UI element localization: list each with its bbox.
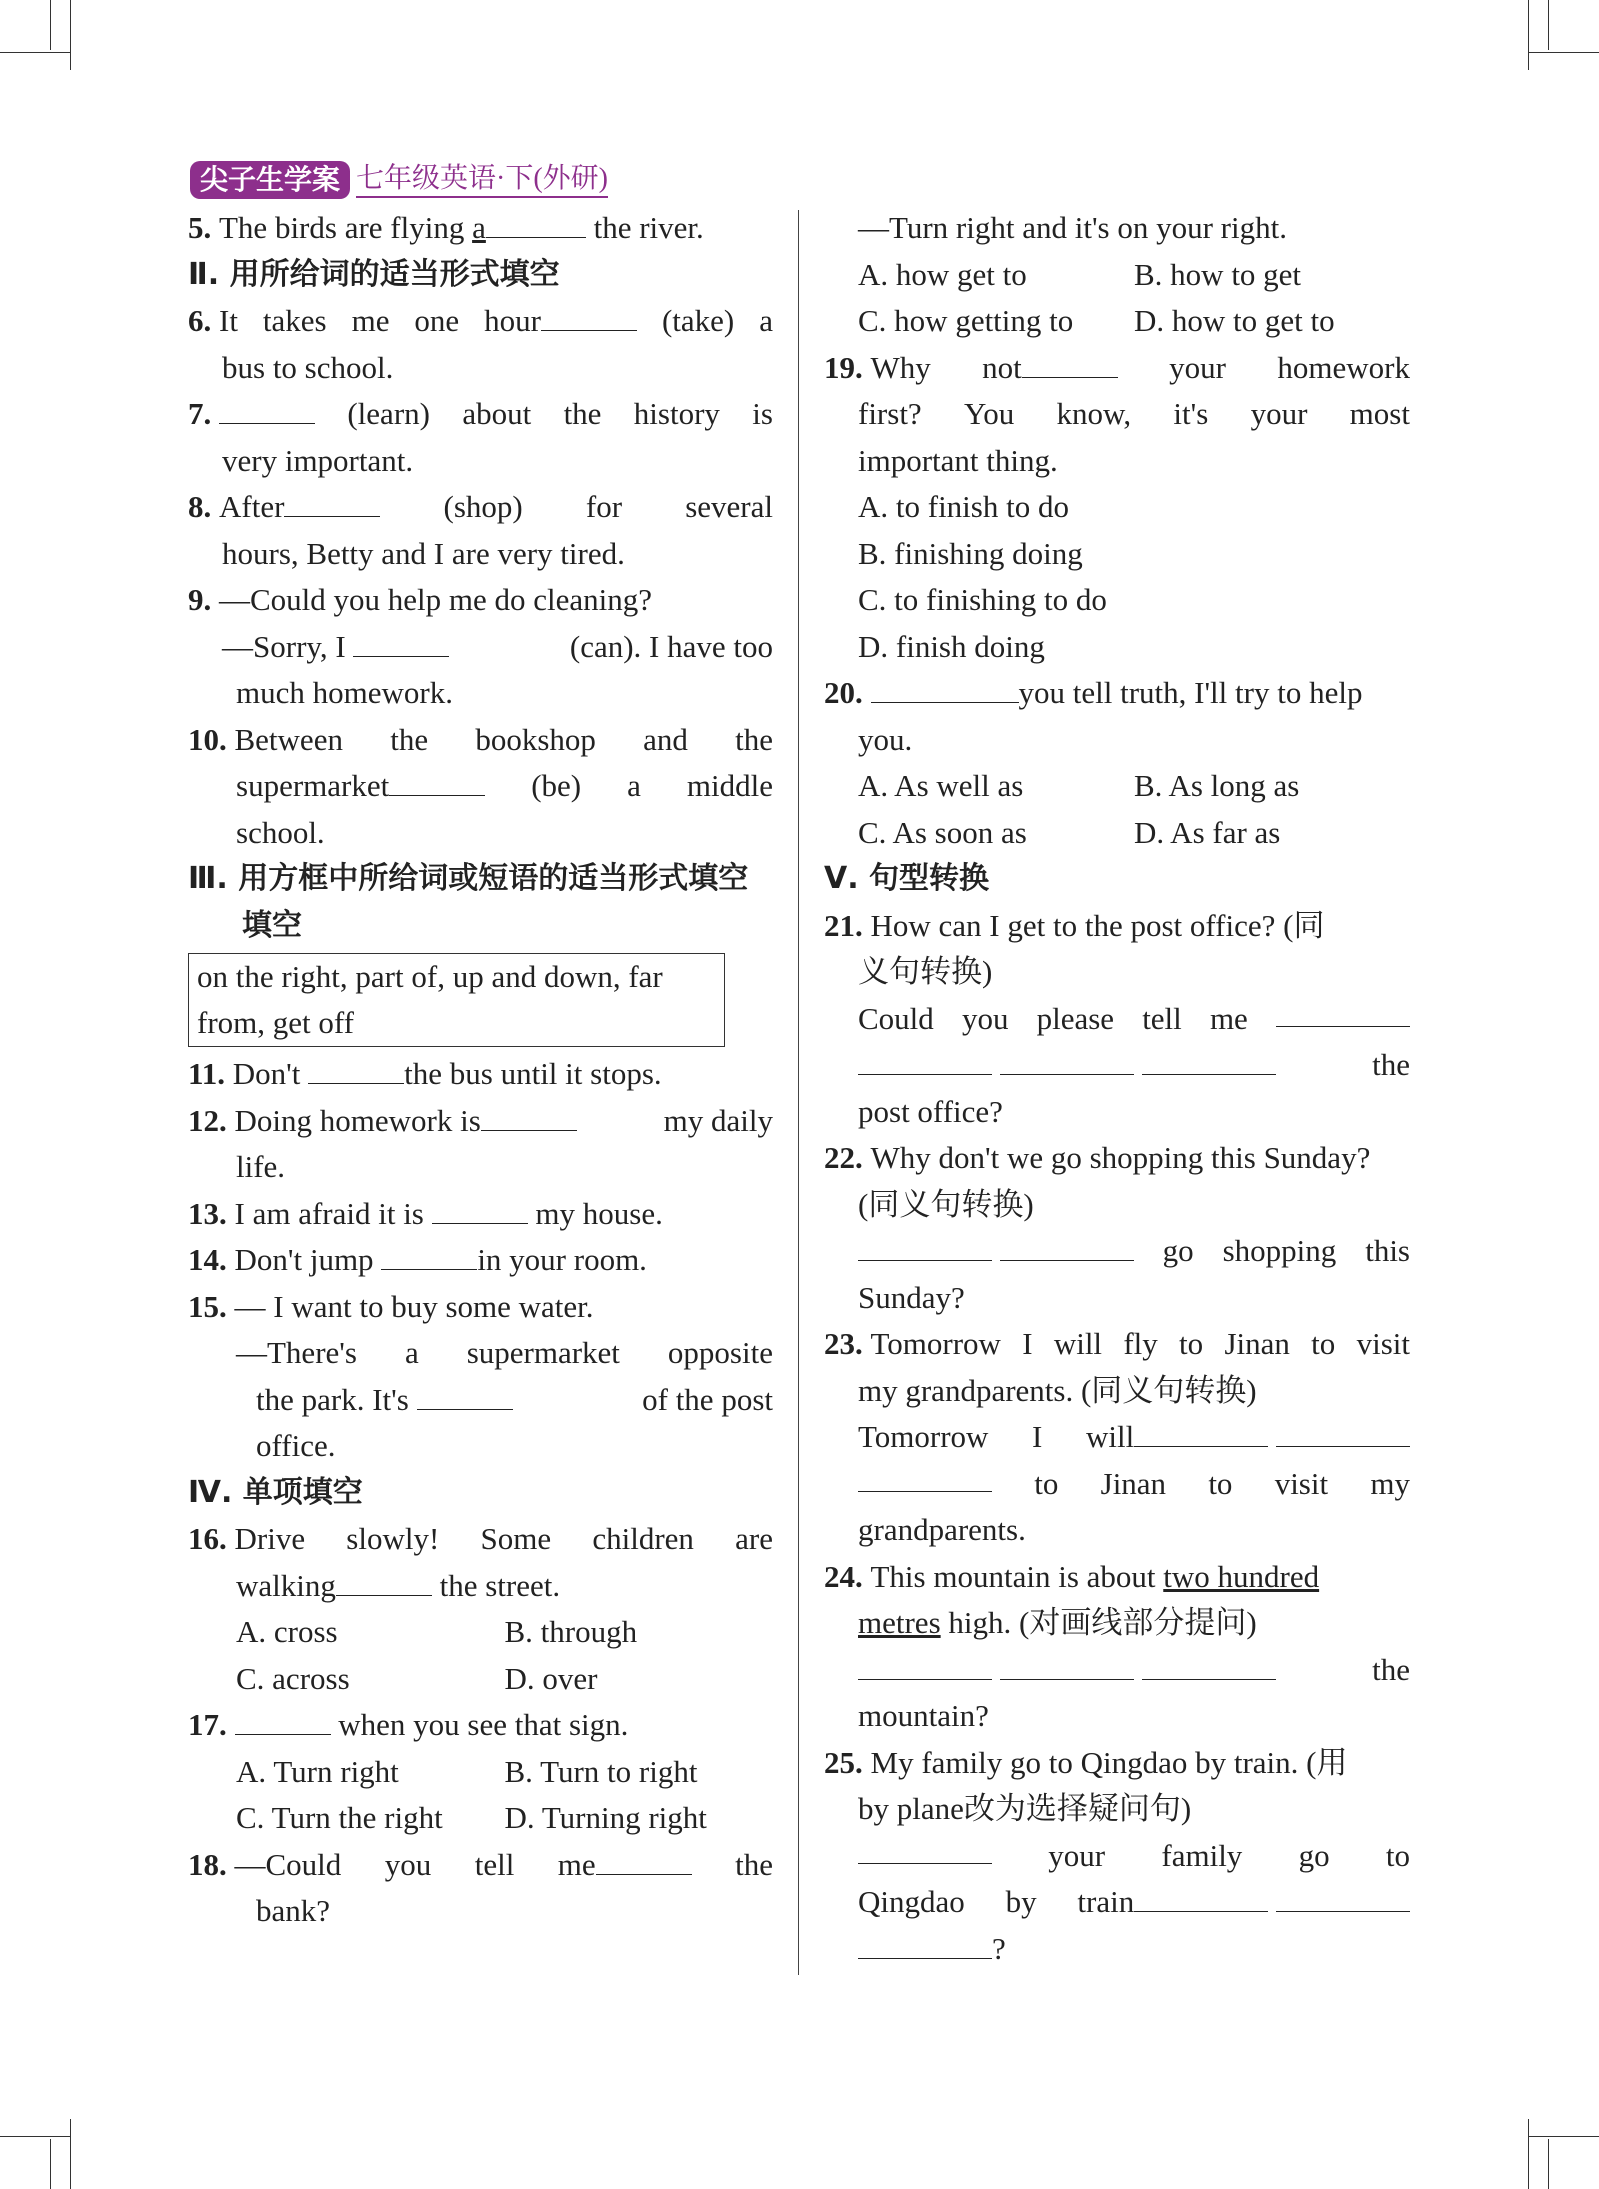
text-fragment: The birds are flying	[219, 210, 473, 245]
options	[188, 1656, 773, 1703]
option[interactable]: D. finish doing	[858, 628, 1045, 664]
question-12	[188, 1098, 773, 1145]
text-fragment: to	[1385, 1837, 1410, 1873]
answer-blank[interactable]	[1022, 347, 1118, 378]
text-fragment: much homework.	[236, 675, 453, 710]
text-fragment: school.	[236, 814, 325, 850]
options	[824, 298, 1410, 345]
question-14	[188, 1237, 773, 1284]
section-heading: Ⅱ. 用所给词的适当形式填空	[188, 256, 560, 292]
text-fragment: 19.	[824, 349, 863, 385]
text-fragment: tell	[1142, 1000, 1182, 1036]
text-fragment: 7.	[188, 396, 212, 431]
text-fragment: me	[1209, 1000, 1248, 1036]
text-fragment: Tomorrow	[858, 1419, 989, 1454]
answer-blank[interactable]	[1000, 1230, 1134, 1261]
text-fragment: Don't	[232, 1056, 309, 1091]
answer-blank[interactable]	[1142, 1649, 1276, 1680]
text-fragment: (can). I have too	[569, 628, 773, 664]
text-fragment: not	[982, 349, 1022, 385]
text-fragment: 21.	[824, 907, 863, 943]
text-fragment: ?	[992, 1930, 1006, 1966]
answer-blank[interactable]	[1276, 1416, 1410, 1447]
option[interactable]: C. As soon as	[858, 814, 1027, 850]
text-fragment: 20.	[824, 675, 863, 710]
text-fragment: your	[1250, 396, 1308, 431]
crop-mark	[1548, 0, 1549, 50]
text-fragment: fly	[1123, 1326, 1158, 1361]
text-fragment: the	[1372, 1047, 1410, 1082]
text-fragment: 15.	[188, 1288, 227, 1324]
text-fragment: my house.	[527, 1195, 663, 1231]
text-fragment: visit	[1274, 1465, 1329, 1501]
word-box	[188, 953, 725, 1047]
question-15	[188, 1284, 773, 1331]
question-11	[188, 1051, 773, 1098]
text-fragment: train	[1077, 1884, 1135, 1919]
text-fragment: —Could	[234, 1846, 342, 1882]
subject-label: 七年级英语·下(外研)	[356, 162, 608, 198]
text-fragment: homework	[1277, 349, 1410, 385]
crop-mark	[1529, 52, 1599, 53]
text-fragment: 13.	[188, 1195, 227, 1231]
text-fragment: bus to school.	[222, 349, 394, 385]
text-fragment: the river.	[585, 210, 704, 245]
text-fragment: I am afraid it is	[234, 1195, 432, 1231]
text-fragment: 22.	[824, 1140, 863, 1175]
option[interactable]: D. how to get to	[1134, 303, 1335, 338]
text-fragment: Sunday?	[858, 1279, 965, 1315]
option[interactable]: A. cross	[236, 1614, 338, 1649]
text-fragment: post office?	[858, 1093, 1003, 1129]
text-fragment: for	[585, 489, 623, 524]
option[interactable]: C. to finishing to do	[858, 582, 1107, 617]
text-fragment: 8.	[188, 489, 212, 524]
crop-mark	[70, 2119, 71, 2189]
text-fragment: —Could you help me do cleaning?	[219, 582, 653, 617]
answer-blank[interactable]	[858, 1833, 992, 1864]
text-fragment: slowly!	[346, 1521, 440, 1556]
left-column	[188, 205, 773, 1935]
answer-blank[interactable]	[308, 1053, 404, 1084]
option[interactable]: A. Turn right	[236, 1753, 399, 1789]
text-fragment: life.	[236, 1149, 286, 1184]
text-fragment: a	[627, 768, 641, 803]
text-fragment: Jinan	[1224, 1326, 1290, 1361]
options	[188, 1749, 773, 1796]
options	[824, 763, 1410, 810]
text-fragment: your	[1169, 349, 1226, 385]
question-9	[188, 577, 773, 624]
text-fragment: You	[963, 396, 1015, 431]
options	[824, 252, 1410, 299]
text-fragment: of the post	[642, 1381, 773, 1417]
text-fragment: the	[563, 396, 602, 431]
brand-badge: 尖子生学案	[190, 161, 350, 199]
text-fragment: will	[1086, 1419, 1135, 1454]
crop-mark	[50, 2139, 51, 2189]
answer-blank[interactable]	[336, 1565, 432, 1596]
text-fragment: (learn)	[347, 396, 430, 431]
crop-mark	[0, 2136, 70, 2137]
answer-blank[interactable]	[1134, 1881, 1268, 1912]
question-22	[824, 1135, 1410, 1182]
question-18	[188, 1842, 773, 1889]
text-fragment: 12.	[188, 1102, 227, 1138]
text-fragment: a	[404, 1335, 419, 1370]
answer-blank[interactable]	[219, 393, 315, 424]
text-fragment: 14.	[188, 1242, 227, 1277]
question-25	[824, 1740, 1410, 1787]
text-fragment: the street.	[431, 1567, 561, 1603]
text-fragment: a	[472, 210, 486, 245]
text-fragment: 义句转换)	[858, 954, 993, 989]
text-fragment: Between	[234, 721, 343, 757]
text-fragment: one	[414, 303, 460, 338]
text-fragment: (shop)	[443, 489, 523, 524]
text-fragment: 17.	[188, 1707, 227, 1742]
options	[188, 1795, 773, 1842]
option[interactable]: C. how getting to	[858, 303, 1074, 338]
text-fragment: Doing homework is	[234, 1102, 481, 1138]
question-17	[188, 1702, 773, 1749]
text-fragment: I	[1022, 1326, 1033, 1361]
text-fragment: children	[592, 1521, 694, 1556]
text-fragment: metres	[858, 1605, 941, 1640]
answer-blank[interactable]	[596, 1844, 692, 1875]
question-24	[824, 1554, 1410, 1601]
text-fragment: the	[735, 721, 773, 757]
text-fragment: first?	[858, 396, 922, 431]
text-fragment: my daily	[663, 1102, 773, 1138]
answer-blank[interactable]	[1276, 996, 1410, 1027]
question-19	[824, 345, 1410, 392]
text-fragment: important thing.	[858, 442, 1058, 478]
answer-blank[interactable]	[284, 486, 380, 517]
text-fragment: on the right, part of, up and down, far	[197, 959, 663, 994]
answer-blank[interactable]	[381, 1239, 477, 1270]
text-fragment: 16.	[188, 1521, 227, 1556]
text-fragment: 11.	[188, 1056, 226, 1091]
text-fragment: very important.	[222, 442, 414, 478]
text-fragment: 25.	[824, 1744, 863, 1780]
option[interactable]: B. As long as	[1134, 768, 1300, 803]
text-fragment: go	[1298, 1837, 1330, 1873]
text-fragment: history	[633, 396, 720, 431]
text-fragment: 23.	[824, 1326, 863, 1361]
section-heading: Ⅲ. 用方框中所给词或短语的适当形式填空	[188, 861, 749, 896]
option[interactable]: C. across	[236, 1660, 350, 1696]
text-fragment: walking	[236, 1567, 336, 1603]
answer-blank[interactable]	[353, 626, 449, 657]
question-5	[188, 205, 773, 252]
text-fragment: hours, Betty and I are very tired.	[222, 535, 625, 571]
text-fragment: me	[557, 1846, 596, 1882]
crop-mark	[70, 0, 71, 70]
text-fragment: go	[1162, 1233, 1194, 1268]
text-fragment: 18.	[188, 1846, 227, 1882]
text-fragment: My family go to Qingdao by train. (用	[870, 1744, 1348, 1780]
text-fragment: visit	[1356, 1326, 1410, 1361]
text-fragment: the	[735, 1846, 773, 1882]
text-fragment: me	[351, 303, 390, 338]
options	[824, 810, 1410, 857]
text-fragment: How can I get to the post office? (同	[870, 907, 1325, 943]
text-fragment: you tell truth, I'll try to help	[1018, 675, 1363, 710]
answer-blank[interactable]	[1276, 1881, 1410, 1912]
right-column	[824, 205, 1410, 1972]
text-fragment: 10.	[188, 721, 227, 757]
text-fragment: your	[1048, 1837, 1106, 1873]
answer-blank[interactable]	[432, 1193, 528, 1224]
option[interactable]: D. over	[504, 1660, 598, 1696]
column-divider	[798, 210, 799, 1975]
text-fragment: Some	[480, 1521, 552, 1556]
question-13	[188, 1191, 773, 1238]
answer-blank[interactable]	[417, 1379, 513, 1410]
option[interactable]: A. to finish to do	[858, 489, 1069, 524]
answer-blank[interactable]	[486, 207, 586, 238]
text-fragment: Why	[870, 349, 931, 385]
text-fragment: to	[1208, 1465, 1233, 1501]
text-fragment: two hundred	[1163, 1558, 1320, 1594]
answer-blank[interactable]	[235, 1704, 331, 1735]
text-fragment: Tomorrow	[870, 1326, 1001, 1361]
text-fragment: by	[1005, 1884, 1037, 1919]
question-23	[824, 1321, 1410, 1368]
text-fragment: to	[1034, 1465, 1059, 1501]
section-heading: Ⅴ. 句型转换	[824, 861, 990, 896]
text-fragment: 5.	[188, 210, 212, 245]
text-fragment: Don't jump	[234, 1242, 382, 1277]
text-fragment: please	[1036, 1000, 1115, 1036]
answer-blank[interactable]	[389, 765, 485, 796]
text-fragment: After	[219, 489, 285, 524]
text-fragment: the bus until it stops.	[404, 1056, 662, 1091]
text-fragment: shopping	[1222, 1233, 1337, 1268]
text-fragment: a	[759, 303, 773, 338]
crop-mark	[1529, 2136, 1599, 2137]
text-fragment: high. (对画线部分提问)	[940, 1605, 1257, 1640]
text-fragment: I	[1032, 1419, 1043, 1454]
text-fragment: middle	[686, 768, 773, 803]
option[interactable]: B. finishing doing	[858, 535, 1083, 571]
text-fragment: It	[219, 303, 238, 338]
option[interactable]: A. As well as	[858, 768, 1024, 803]
text-fragment: opposite	[667, 1335, 773, 1370]
text-fragment: you.	[858, 721, 913, 757]
text-fragment: most	[1349, 396, 1410, 431]
text-fragment: by plane改为选择疑问句)	[858, 1791, 1192, 1826]
answer-blank[interactable]	[541, 300, 637, 331]
question-7	[188, 391, 773, 438]
question-16	[188, 1516, 773, 1563]
answer-blank[interactable]	[858, 1928, 992, 1959]
text-fragment: several	[685, 489, 773, 524]
text-fragment: it's	[1173, 396, 1209, 431]
text-fragment: are	[735, 1521, 773, 1556]
text-fragment: when you see that sign.	[330, 1707, 629, 1742]
text-fragment: you	[961, 1000, 1009, 1036]
text-fragment: from, get off	[197, 1005, 354, 1040]
text-fragment: the	[1372, 1651, 1410, 1687]
text-fragment: bookshop	[475, 721, 596, 757]
option[interactable]: B. Turn to right	[504, 1753, 698, 1789]
answer-blank[interactable]	[858, 1230, 992, 1261]
answer-blank[interactable]	[1142, 1044, 1276, 1075]
text-fragment: this	[1365, 1233, 1410, 1268]
section-heading: Ⅳ. 单项填空	[188, 1474, 363, 1510]
text-fragment: know,	[1056, 396, 1132, 431]
text-fragment: 24.	[824, 1558, 863, 1594]
answer-blank[interactable]	[1000, 1649, 1134, 1680]
text-fragment: 9.	[188, 582, 212, 617]
text-fragment: is	[752, 396, 773, 431]
text-fragment: —Sorry, I	[222, 628, 346, 664]
section-heading-cont: 填空	[242, 907, 302, 943]
question-21	[824, 903, 1410, 950]
text-fragment: takes	[262, 303, 327, 338]
text-fragment: Drive	[234, 1521, 306, 1556]
answer-blank[interactable]	[1000, 1044, 1134, 1075]
crop-mark	[1548, 2139, 1549, 2189]
text-fragment: office.	[256, 1428, 336, 1463]
text-fragment: —There's	[236, 1335, 357, 1370]
option[interactable]: B. how to get	[1134, 256, 1302, 292]
text-fragment: family	[1161, 1837, 1243, 1873]
answer-blank[interactable]	[858, 1461, 992, 1492]
answer-blank[interactable]	[871, 672, 1019, 703]
crop-mark	[50, 0, 51, 50]
crop-mark	[0, 52, 70, 53]
text-fragment: tell	[474, 1846, 515, 1882]
option[interactable]: D. Turning right	[504, 1800, 707, 1835]
text-fragment: the	[390, 721, 429, 757]
text-fragment: to	[1311, 1326, 1336, 1361]
answer-blank[interactable]	[858, 1044, 992, 1075]
text-fragment: about	[462, 396, 532, 431]
text-fragment: mountain?	[858, 1698, 989, 1733]
page-header	[190, 160, 608, 200]
text-fragment: supermarket	[236, 768, 390, 803]
text-fragment: you	[384, 1846, 432, 1882]
text-fragment: This mountain is about	[870, 1558, 1164, 1594]
text-fragment: to	[1179, 1326, 1204, 1361]
text-fragment: supermarket	[466, 1335, 620, 1370]
crop-mark	[1528, 0, 1529, 70]
text-fragment: (take)	[661, 303, 735, 338]
option[interactable]: D. As far as	[1134, 814, 1281, 850]
text-fragment: in your room.	[477, 1242, 647, 1277]
answer-blank[interactable]	[1134, 1416, 1268, 1447]
answer-blank[interactable]	[481, 1100, 577, 1131]
question-18-cont: —Turn right and it's on your right.	[858, 210, 1287, 245]
text-fragment: will	[1053, 1326, 1103, 1361]
question-20	[824, 670, 1410, 717]
text-fragment: and	[643, 721, 688, 757]
option[interactable]: B. through	[504, 1614, 638, 1649]
text-fragment: my grandparents. (同义句转换)	[858, 1372, 1257, 1408]
text-fragment: — I want to buy some water.	[234, 1288, 594, 1324]
text-fragment: hour	[484, 303, 541, 338]
options	[188, 1609, 773, 1656]
question-10	[188, 717, 773, 764]
text-fragment: my	[1370, 1465, 1410, 1501]
text-fragment: Jinan	[1100, 1465, 1167, 1501]
text-fragment: Why don't we go shopping this Sunday?	[870, 1140, 1371, 1175]
text-fragment: bank?	[256, 1893, 331, 1928]
answer-blank[interactable]	[858, 1649, 992, 1680]
text-fragment: (同义句转换)	[858, 1186, 1034, 1222]
option[interactable]: C. Turn the right	[236, 1800, 443, 1835]
question-8	[188, 484, 773, 531]
crop-mark	[1528, 2119, 1529, 2189]
text-fragment: 6.	[188, 303, 212, 338]
text-fragment: Qingdao	[858, 1884, 965, 1919]
text-fragment: (be)	[531, 768, 582, 803]
option[interactable]: A. how get to	[858, 256, 1027, 292]
text-fragment: grandparents.	[858, 1512, 1026, 1547]
text-fragment: Could	[858, 1000, 934, 1036]
question-6	[188, 298, 773, 345]
text-fragment: the park. It's	[256, 1381, 417, 1417]
